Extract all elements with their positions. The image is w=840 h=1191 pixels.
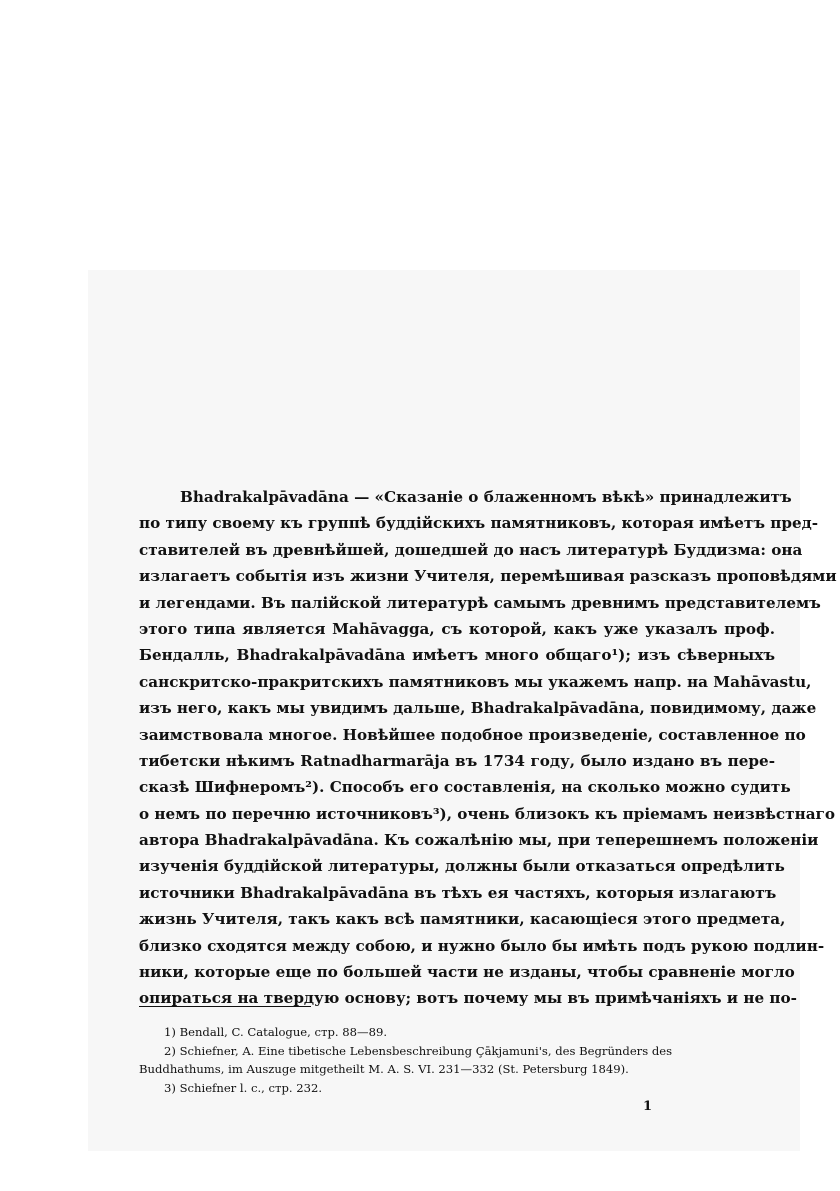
text-line: сказѣ Шифнеромъ²). Способъ его составленія, на сколько можно судить (139, 778, 791, 797)
footnote-2: 2) Schiefner, A. Eine tibetische Lebensbeschreibung Çākjamuni's, des Begründers des (164, 1043, 673, 1058)
footnote-divider (139, 1006, 311, 1007)
text-line: о немъ по перечню источниковъ³), очень близокъ къ пріемамъ неизвѣстнаго (139, 804, 835, 823)
text-line: по типу своему къ группѣ буддійскихъ памятниковъ, которая имѣетъ пред- (139, 514, 819, 533)
text-line: опираться на твердую основу; вотъ почему мы въ примѣчаніяхъ и не по- (139, 989, 797, 1008)
text-line: источники Bhadrakalpāvadāna въ тѣхъ ея частяхъ, которыя излагаютъ (139, 883, 777, 902)
text-line: Bhadrakalpāvadāna — «Сказаніе о блаженномъ вѣкѣ» принадлежитъ (180, 488, 792, 506)
text-line: излагаетъ событія изъ жизни Учителя, перемѣшивая разсказъ проповѣдями (139, 567, 837, 586)
text-line: изъ него, какъ мы увидимъ дальше, Bhadrakalpāvadāna, повидимому, даже (139, 699, 817, 718)
text-line: заимствовала многое. Новѣйшее подобное произведеніе, составленное по (139, 725, 806, 744)
page-number: 1 (643, 1099, 653, 1114)
footnote-3: 3) Schiefner l. c., стр. 232. (164, 1080, 323, 1095)
text-line: санскритско-пракритскихъ памятниковъ мы укажемъ напр. на Mahāvastu, (139, 672, 812, 691)
text-line: Бендалль, Bhadrakalpāvadāna имѣетъ много общаго¹); изъ сѣверныхъ (139, 646, 775, 665)
text-line: ники, которые еще по большей части не изданы, чтобы сравненіе могло (139, 963, 795, 982)
text-line: автора Bhadrakalpāvadāna. Къ сожалѣнію мы, при теперешнемъ положеніи (139, 831, 819, 850)
body-paragraph (139, 484, 837, 1012)
text-line: жизнь Учителя, такъ какъ всѣ памятники, касающіеся этого предмета, (139, 910, 786, 929)
footnote-1: 1) Bendall, C. Catalogue, стр. 88—89. (164, 1025, 388, 1039)
footnote-2-continued: Buddhathums, im Auszuge mitgetheilt M. A. S. VI. 231—332 (St. Petersburg 1849). (139, 1062, 629, 1076)
text-line: тибетски нѣкимъ Ratnadharmarāja въ 1734 году, было издано въ пере- (139, 751, 775, 770)
text-line: этого типа является Mahāvagga, съ которой, какъ уже указалъ проф. (139, 619, 775, 638)
text-line: ставителей въ древнѣйшей, дошедшей до насъ литературѣ Буддизма: она (139, 540, 803, 559)
text-line: и легендами. Въ палійской литературѣ самымъ древнимъ представителемъ (139, 593, 821, 612)
text-line: близко сходятся между собою, и нужно было бы имѣть подъ рукою подлин- (139, 936, 825, 955)
footnotes (139, 1023, 779, 1097)
text-line: изученія буддійской литературы, должны были отказаться опредѣлить (139, 857, 785, 876)
